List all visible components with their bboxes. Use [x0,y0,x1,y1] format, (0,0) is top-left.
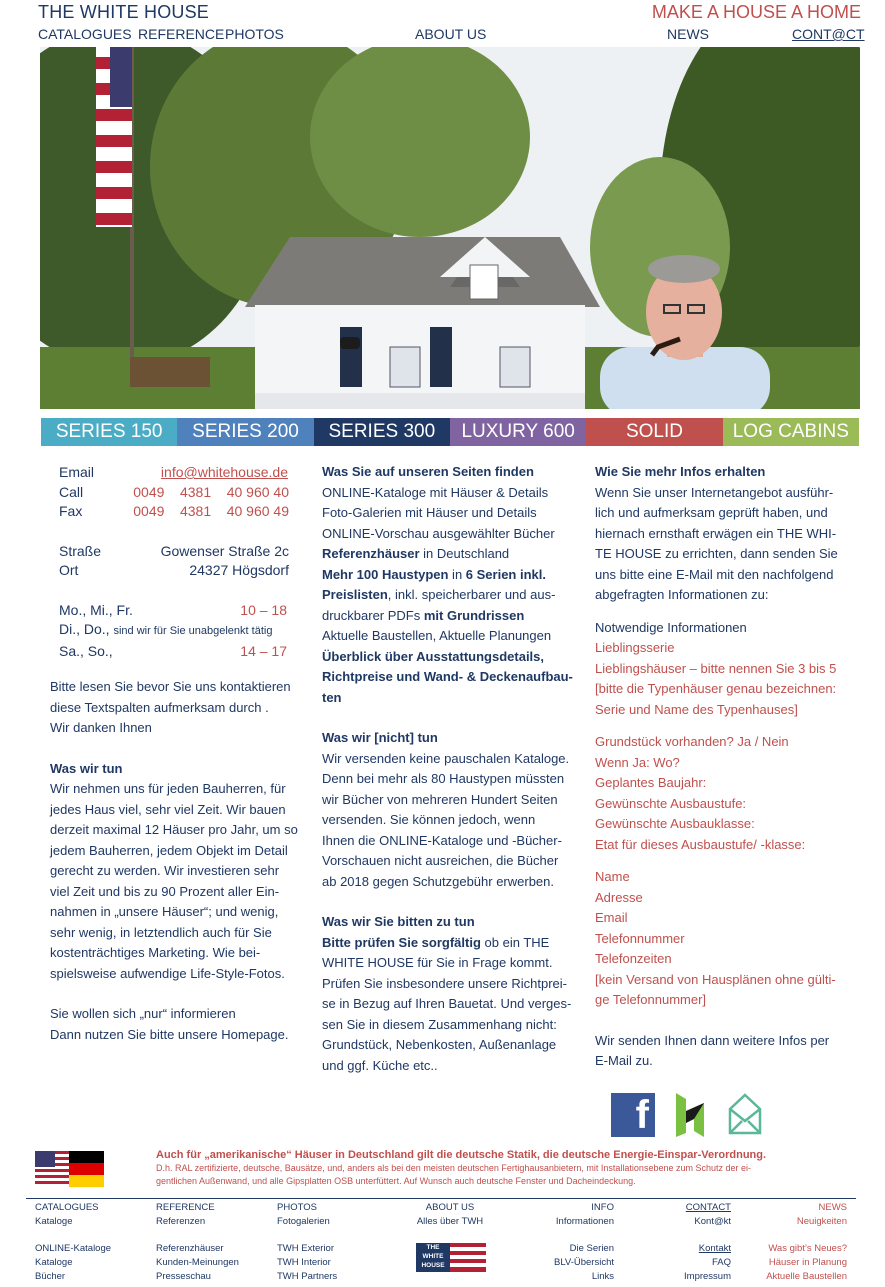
footer-catalogues-title[interactable]: CATALOGUES [35,1202,99,1213]
city-value: 24327 Högsdorf [189,562,289,578]
we-ask-text: Bitte prüfen Sie sorgfältig ob ein THE WHITE HOUSE für Sie in Frage kommt. Prüfen Sie insbesondere unsere Richtprei- se in Bezug auf Ihren Bauetat. Und verges- sen Sie in diesem Zusammenhang nicht: Grundstück, Nebenkosten, Außenanlage und ggf. Küche etc.. [322,934,572,1073]
feature-line: Referenzhäuser in Deutschland [322,546,510,561]
feature-line: Foto-Galerien mit Häuser und Details [322,505,537,520]
contact-column [50,463,300,1045]
email-label: Email [59,464,95,480]
footer-note-text-1: D.h. RAL zertifizierte, deutsche, Bausätze, und, anders als bei den meisten deutschen Fertighausanbietern, mit Installationsebene zum Schutz der ei- [156,1163,751,1173]
hours2-value: sind wir für Sie unabgelenkt tätig [113,625,273,637]
footer-link[interactable]: Die Serien [569,1243,614,1254]
footer-info-sub: Informationen [555,1216,614,1227]
find-on-pages-heading: Was Sie auf unseren Seiten finden [322,464,534,479]
plot-info-list: Grundstück vorhanden? Ja / Nein Wenn Ja: Wo? Geplantes Baujahr: Gewünschte Ausbaustufe: Gewünschte Ausbauklasse: Etat für dieses Ausbaustufe/ -klasse: [595,734,806,852]
nav-news[interactable]: NEWS [667,26,709,42]
footer-col-about [400,1201,500,1272]
hours1-value: 10 – 18 [240,601,287,618]
nav-reference[interactable]: REFERENCE [138,26,225,42]
luxury-600-tab[interactable]: LUXURY 600 [450,418,586,446]
footer-link[interactable]: Kunden-Meinungen [156,1257,239,1268]
footer-link[interactable]: Was gibt’s Neues? [768,1243,847,1254]
footer-news-title[interactable]: NEWS [818,1202,847,1213]
footer-link[interactable]: Presseschau [156,1271,211,1282]
hours2-label: Di., Do., [59,621,110,637]
what-we-do-heading: Was wir tun [50,760,123,776]
closing-text: Wir senden Ihnen dann weitere Infos per E-Mail zu. [595,1032,830,1068]
footer-col-photos [277,1201,337,1284]
houzz-icon[interactable] [674,1093,706,1137]
footer-col-info [520,1201,614,1284]
intro-text: Bitte lesen Sie bevor Sie uns kontaktieren diese Textspalten aufmerksam durch . Wir danken Ihnen [50,679,291,735]
facebook-icon[interactable]: f [611,1093,655,1137]
footer-col-reference [156,1201,239,1284]
street-row [59,542,300,562]
footer-link[interactable]: Bücher [35,1271,66,1282]
series-200-tab[interactable]: SERIES 200 [177,418,313,446]
footer-about-title[interactable]: ABOUT US [425,1202,475,1213]
footer-contact-title[interactable]: CONTACT [685,1202,731,1213]
footer-reference-sub: Referenzen [156,1216,206,1227]
required-info-label: Notwendige Informationen [595,619,747,635]
footer-contact-sub: Kont@kt [694,1216,731,1227]
footer-link[interactable]: Kataloge [35,1257,73,1268]
hours3-label: Sa., So., [59,642,113,659]
us-germany-flag-icon [35,1151,104,1187]
feature-line: Aktuelle Baustellen, Aktuelle Planungen [322,628,552,643]
nav-about[interactable]: ABOUT US [415,26,487,42]
what-we-dont-text: Wir versenden keine pauschalen Kataloge. Denn bei mehr als 80 Haustypen müssten wir Bücher von mehreren Hundert Seiten versenden. Sie können jedoch, wenn Ihnen die ONLINE-Kataloge und -Bücher- Vorschauen nicht ausreichen, die Bücher ab 2018 gegen Schutzgebühr erwerben. [322,750,570,889]
info-request-column [595,462,851,1072]
info-only-text: Sie wollen sich „nur“ informieren Dann nutzen Sie bitte unsere Homepage. [50,1006,289,1042]
solid-tab[interactable]: SOLID [586,418,722,446]
hours1-label: Mo., Mi., Fr. [59,601,133,618]
brand-title[interactable]: THE WHITE HOUSE [38,2,210,22]
email-row [59,463,300,483]
footer-link[interactable]: TWH Partners [277,1271,338,1282]
series-150-tab[interactable]: SERIES 150 [41,418,177,446]
feature-line: ONLINE-Vorschau ausgewählter Bücher [322,525,555,541]
footer-note [156,1148,846,1188]
email-link[interactable]: info@whitehouse.de [160,464,288,480]
footer-link[interactable]: Häuser in Planung [768,1257,847,1268]
footer-about-sub: Alles über TWH [416,1216,484,1227]
series-bar [41,418,859,446]
footer-link[interactable]: Aktuelle Baustellen [766,1271,847,1282]
call-label: Call [59,483,84,500]
footer-col-catalogues [35,1201,111,1284]
white-house-building [245,237,600,409]
feature-line: Mehr 100 Haustypen in 6 Serien inkl. [322,566,546,582]
street-label: Straße [59,542,102,559]
footer-link[interactable]: Impressum [684,1271,731,1282]
footer-photos-title[interactable]: PHOTOS [277,1202,317,1213]
footer-info-title[interactable]: INFO [591,1202,614,1213]
footer-link[interactable]: Referenzhäuser [156,1243,224,1254]
we-ask-heading: Was wir Sie bitten zu tun [322,914,475,929]
hours3-value: 14 – 17 [240,642,287,659]
mail-contact-icon[interactable] [728,1093,762,1135]
footer-note-text-2: gentlichen Außenwand, und alle Gipsplatten OSB unterfüttert. Auf Wunsch auch deutsche Fenster und Dacheindeckung. [156,1176,636,1186]
footer-col-contact [640,1201,731,1284]
footer-note-headline: Auch für „amerikanische“ Häuser in Deutschland gilt die deutsche Statik, die deutsche Energie-Einspar-Verordnung. [156,1149,767,1161]
hero-scene [40,47,860,409]
us-flag [96,47,132,227]
footer-news-sub: Neuigkeiten [796,1216,847,1227]
nav-photos[interactable]: PHOTOS [225,26,284,42]
footer-link[interactable]: FAQ [711,1257,731,1268]
footer-photos-sub: Fotogalerien [277,1216,330,1227]
city-row [59,561,300,581]
series-300-tab[interactable]: SERIES 300 [314,418,450,446]
feature-line: Richtpreise und Wand- & Deckenaufbau- [322,669,573,684]
feature-line: ten [322,689,342,705]
more-info-heading: Wie Sie mehr Infos erhalten [595,464,766,479]
footer-reference-title[interactable]: REFERENCE [156,1202,215,1213]
footer-col-news [745,1201,847,1284]
more-info-text: Wenn Sie unser Internetangebot ausführ- lich und aufmerksam geprüft haben, und hiernach ernsthaft erwägen ein THE WHI- TE HOUSE zu errichten, dann senden Sie uns bitte eine E-Mail mit den nachfolgend abgefragten Informationen zu: [595,484,838,602]
hero-photo [40,47,860,409]
hours-row-3 [59,642,300,662]
city-label: Ort [59,562,79,578]
personal-info-list: Name Adresse Email Telefonnummer Telefonzeiten [kein Versand von Hausplänen ohne gülti- ge Telefonnummer] [595,869,836,1007]
log-cabins-tab[interactable]: LOG CABINS [723,418,859,446]
footer-link[interactable]: TWH Exterior [277,1243,334,1254]
required-info-list: Lieblingsserie Lieblingshäuser – bitte nennen Sie 3 bis 5 [bitte die Typenhäuser genau bezeichnen: Serie und Name des Typenhauses] [595,640,837,717]
nav-catalogues[interactable]: CATALOGUES [38,26,132,42]
footer-link[interactable]: ONLINE-Kataloge [35,1243,112,1254]
hours-row-1 [59,601,300,621]
slogan: MAKE A HOUSE A HOME [651,2,861,22]
footer-link[interactable]: BLV-Übersicht [553,1257,614,1268]
feature-line: Überblick über Ausstattungsdetails, [322,648,545,664]
footer-catalogues-sub: Kataloge [35,1216,73,1227]
nav-contact[interactable]: CONT@CT [792,26,865,42]
footer-link[interactable]: TWH Interior [277,1257,331,1268]
footer-divider [26,1198,856,1199]
footer-link[interactable]: Kontakt [698,1243,731,1254]
feature-line: ONLINE-Kataloge mit Häuser & Details [322,484,549,500]
what-we-do-text: Wir nehmen uns für jeden Bauherren, für jedes Haus viel, sehr viel Zeit. Wir bauen derzeit maximal 12 Häuser pro Jahr, um so jedem Bauherren, jedem Objekt im Detail gerecht zu werden. Wir investieren sehr viel Zeit und bis zu 90 Prozent aller Ein- nahmen in „unsere Häuser“; und wenig, sehr wenig, in letztendlich auch für Sie kostenträchtiges Marketing. Wie bei- spielsweise aufwendige Life-Style-Fotos. [50,781,298,981]
call-number[interactable]: 0049 4381 40 960 40 [133,483,289,500]
features-column [322,462,578,1076]
footer-link[interactable]: Links [591,1271,614,1282]
hours-row-2 [59,620,300,642]
fax-row [59,502,300,522]
fax-number: 0049 4381 40 960 49 [133,503,289,519]
fax-label: Fax [59,503,83,519]
feature-line: Preislisten, inkl. speicherbarer und aus- [322,587,556,602]
street-value: Gowenser Straße 2c [160,542,289,559]
feature-line: druckbarer PDFs mit Grundrissen [322,607,525,623]
what-we-dont-heading: Was wir [nicht] tun [322,730,438,745]
call-row [59,483,300,503]
white-house-logo[interactable]: THE WHITE HOUSE [416,1243,486,1272]
